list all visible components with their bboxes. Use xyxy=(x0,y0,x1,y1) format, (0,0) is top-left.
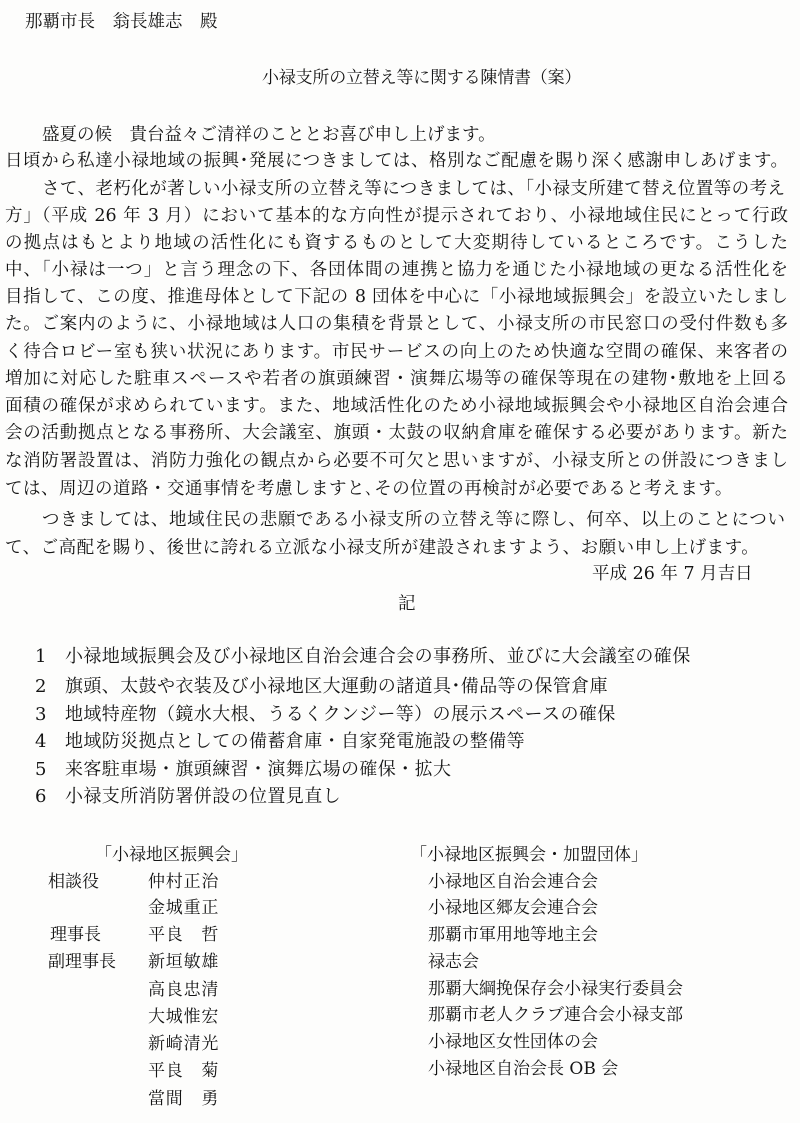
body-line: 面積の確保が求められています。また、地域活性化のため小禄地域振興会や小禄地区自治会連合 xyxy=(5,396,788,416)
request-number: 4 xyxy=(35,731,47,752)
member-group-item: 小禄地区郷友会連合会 xyxy=(428,898,598,918)
member-group-item: 那覇市老人クラブ連合会小禄支部 xyxy=(428,1005,683,1025)
body-line: た。ご案内のように、小禄地域は人口の集積を背景として、小禄支所の市民窓口の受付件数も多 xyxy=(5,314,788,334)
body-line: の拠点はもとより地域の活性化にも資するものとして大変期待しているところです。こうした xyxy=(5,233,788,253)
committee-name: 仲村正治 xyxy=(148,872,220,892)
committee-name: 大城惟宏 xyxy=(148,1007,220,1027)
committee-role: 理事長 xyxy=(50,925,101,945)
body-line: て、ご高配を賜り、後世に誇れる立派な小禄支所が建設されますよう、お願い申し上げます。 xyxy=(5,538,760,558)
body-line: さて、老朽化が著しい小禄支所の立替え等につきましては、「小禄支所建て替え位置等の考え xyxy=(42,179,785,199)
member-group-item: 小禄地区女性団体の会 xyxy=(428,1032,598,1052)
body-line: 方」（平成 26 年 3 月）において基本的な方向性が提示されており、小禄地域住民にとって行政 xyxy=(5,206,788,226)
addressee: 那覇市長 翁長雄志 殿 xyxy=(25,12,218,32)
association-heading: 「小禄地区振興会」 xyxy=(95,845,248,865)
committee-name: 平良 菊 xyxy=(148,1061,220,1081)
body-line: 中、「小禄は一つ」と言う理念の下、各団体間の連携と協力を通じた小禄地域の更なる活性化を xyxy=(5,260,788,280)
request-number: 2 xyxy=(35,676,47,697)
request-text: 地域防災拠点としての備蓄倉庫・自家発電施設の整備等 xyxy=(65,731,525,752)
member-groups-heading: 「小禄地区振興会・加盟団体」 xyxy=(410,845,648,865)
member-group-item: 小禄地区自治会連合会 xyxy=(428,872,598,892)
petition-date: 平成 26 年 7 月吉日 xyxy=(592,564,753,584)
body-line: ては、周辺の道路・交通事情を考慮しますと､その位置の再検討が必要であると考えます。 xyxy=(5,479,733,499)
committee-name: 新垣敏雄 xyxy=(148,952,220,972)
request-number: 1 xyxy=(35,646,47,667)
request-text: 来客駐車場・旗頭練習・演舞広場の確保・拡大 xyxy=(65,759,452,780)
committee-name: 當間 勇 xyxy=(148,1089,220,1109)
committee-name: 高良忠清 xyxy=(148,980,220,1000)
member-group-item: 禄志会 xyxy=(428,952,479,972)
request-text: 小禄地域振興会及び小禄地区自治会連合会の事務所、並びに大会議室の確保 xyxy=(65,646,691,667)
request-text: 地域特産物（鏡水大根、うるくクンジー等）の展示スペースの確保 xyxy=(65,704,616,725)
committee-name: 平良 哲 xyxy=(148,925,220,945)
document-title: 小禄支所の立替え等に関する陳情書（案） xyxy=(262,68,582,88)
body-line: 増加に対応した駐車スペースや若者の旗頭練習・演舞広場等の確保等現在の建物･敷地を上回る xyxy=(5,369,788,389)
request-number: 6 xyxy=(35,786,47,807)
member-group-item: 那覇大綱挽保存会小禄実行委員会 xyxy=(428,979,683,999)
body-line: 盛夏の候 貴台益々ご清祥のこととお喜び申し上げます。 xyxy=(42,125,496,145)
body-line: 日頃から私達小禄地域の振興･発展につきましては、格別なご配慮を賜り深く感謝申しあげます。 xyxy=(5,151,788,171)
body-line: 目指して、この度、推進母体として下記の 8 団体を中心に「小禄地域振興会」を設立いたしまし xyxy=(5,287,788,307)
committee-role: 相談役 xyxy=(48,872,99,892)
request-text: 旗頭、太鼓や衣装及び小禄地区大運動の諸道具･備品等の保管倉庫 xyxy=(65,676,608,697)
request-number: 3 xyxy=(35,704,47,725)
member-group-item: 那覇市軍用地等地主会 xyxy=(428,925,598,945)
body-line: な消防署設置は、消防力強化の観点から必要不可欠と思いますが、小禄支所との併設につきまし xyxy=(5,451,788,471)
body-line: つきましては、地域住民の悲願である小禄支所の立替え等に際し、何卒、以上のことについ xyxy=(42,510,785,530)
request-text: 小禄支所消防署併設の位置見直し xyxy=(65,786,341,807)
ki-heading: 記 xyxy=(398,594,416,614)
request-number: 5 xyxy=(35,759,47,780)
committee-name: 新崎清光 xyxy=(148,1034,220,1054)
committee-name: 金城重正 xyxy=(148,898,220,918)
body-line: 会の活動拠点となる事務所、大会議室、旗頭・太鼓の収納倉庫を確保する必要があります。新た xyxy=(5,423,788,443)
body-line: く待合ロビー室も狭い状況にあります。市民サービスの向上のため快適な空間の確保、来客者の xyxy=(5,342,788,362)
member-group-item: 小禄地区自治会長 OB 会 xyxy=(428,1059,619,1079)
committee-role: 副理事長 xyxy=(48,952,116,972)
